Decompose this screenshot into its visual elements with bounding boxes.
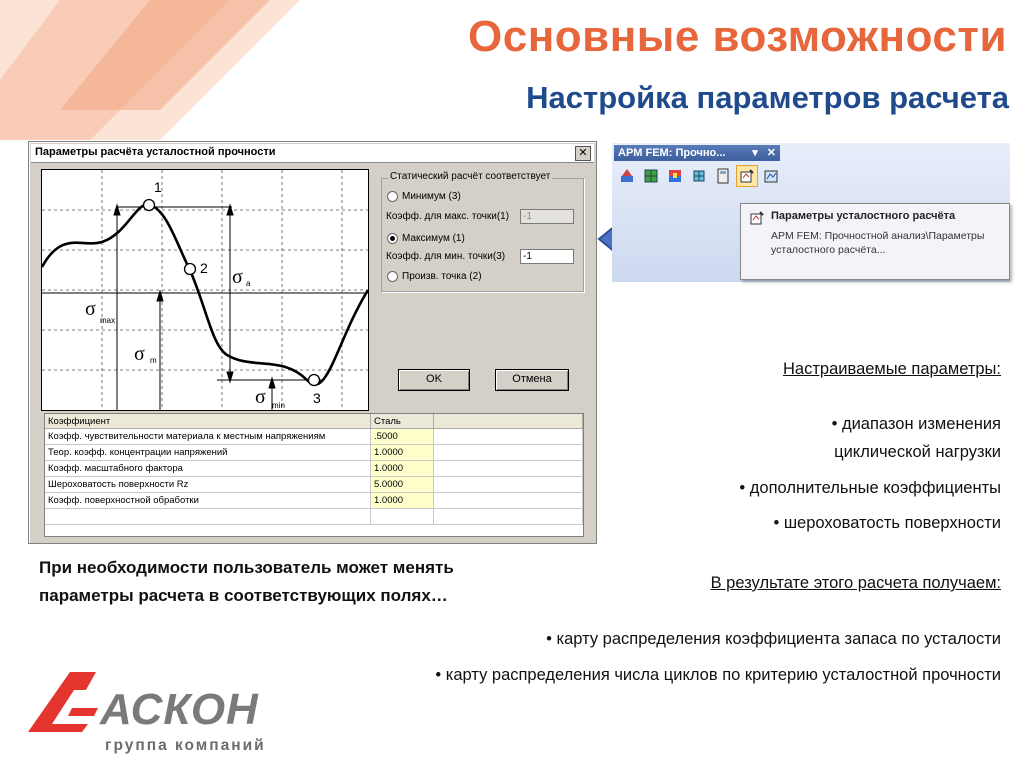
sigma-m-label: σ	[134, 343, 145, 365]
calculator-icon[interactable]	[712, 165, 734, 187]
sigma-a-label: σ	[232, 266, 243, 288]
dialog-titlebar	[31, 144, 594, 163]
radio-minimum-label: Минимум (3)	[402, 191, 461, 202]
grid-cell-empty	[434, 477, 583, 493]
grid-cell-value[interactable]: 1.0000	[371, 445, 434, 461]
cube-icon[interactable]	[688, 165, 710, 187]
panel-controls	[752, 145, 776, 161]
user-note	[39, 554, 454, 610]
tooltip-body: APM FEM: Прочностной анализ\Параметры усталостного расчёта...	[771, 230, 985, 256]
toolbar-icons	[616, 165, 782, 187]
fatigue-settings-dialog	[28, 141, 597, 544]
grid-cell-value[interactable]: .5000	[371, 429, 434, 445]
background-decoration	[0, 0, 320, 160]
sigma-a-sub: a	[246, 279, 251, 288]
result-safety-factor-text: карту распределения коэффициента запаса по усталости	[556, 630, 1001, 648]
min-point-coef-field[interactable]	[520, 249, 574, 264]
tooltip-title: Параметры усталостного расчёта	[771, 210, 956, 222]
table-row[interactable]	[45, 477, 583, 493]
point-1-label: 1	[154, 179, 162, 195]
logo-tagline: группа компаний	[105, 737, 266, 754]
grid-cell-name: Коэфф. чувствительности материала к местным напряжениям	[45, 429, 371, 445]
result-safety-factor	[546, 630, 1001, 649]
panel-title-bar	[614, 145, 780, 161]
point-1	[144, 200, 155, 211]
grid-cell-value[interactable]: 1.0000	[371, 493, 434, 509]
grid-header-steel: Сталь	[371, 414, 434, 429]
table-row[interactable]	[45, 445, 583, 461]
sigma-max-label: σ	[85, 298, 96, 320]
radio-maximum-label: Максимум (1)	[402, 233, 465, 244]
grid-cell-name: Шероховатость поверхности Rz	[45, 477, 371, 493]
dimension-arrows	[114, 205, 275, 410]
results-icon[interactable]	[664, 165, 686, 187]
radio-arbitrary[interactable]	[387, 271, 482, 282]
close-icon[interactable]: ✕	[575, 146, 591, 161]
radio-arbitrary-circle[interactable]	[387, 271, 398, 282]
fatigue-settings-icon	[749, 210, 765, 226]
table-row[interactable]	[45, 461, 583, 477]
cancel-button[interactable]: Отмена	[495, 369, 569, 391]
ok-button[interactable]: OK	[398, 369, 470, 391]
panel-title: APM FEM: Прочно...	[618, 147, 726, 159]
grid-cell-empty	[434, 461, 583, 477]
grid-cell-empty	[434, 493, 583, 509]
bullet-coefficients-text: дополнительные коэффициенты	[749, 479, 1001, 497]
slide-subtitle: Настройка параметров расчета	[526, 80, 1009, 115]
slide-title: Основные возможности	[468, 12, 1007, 61]
close-icon[interactable]: ✕	[766, 147, 776, 159]
max-point-coef-field[interactable]	[520, 209, 574, 224]
grid-header-empty	[434, 414, 583, 429]
bullet-range-line1	[832, 415, 1001, 434]
sigma-min-label: σ	[255, 386, 266, 408]
grid-header-row	[45, 414, 583, 429]
bullet-range-line2: циклической нагрузки	[834, 443, 1001, 461]
radio-minimum-circle[interactable]	[387, 191, 398, 202]
radio-maximum-circle[interactable]	[387, 233, 398, 244]
bullet-coefficients	[739, 479, 1001, 498]
bullet-char: •	[773, 514, 780, 532]
radio-minimum[interactable]	[387, 191, 461, 202]
grid-cell-name: Теор. коэфф. концентрации напряжений	[45, 445, 371, 461]
grid-cell-empty	[434, 445, 583, 461]
bullet-roughness-text: шероховатость поверхности	[783, 514, 1001, 532]
stress-plot-svg	[42, 170, 368, 410]
bullet-char: •	[435, 666, 442, 684]
coefficients-grid	[44, 413, 584, 537]
dialog-title: Параметры расчёта усталостной прочности	[35, 146, 276, 158]
static-calc-group	[381, 171, 584, 292]
user-note-line1: При необходимости пользователь может менять	[39, 558, 454, 577]
radio-arbitrary-label: Произв. точка (2)	[402, 271, 482, 282]
point-3	[309, 375, 320, 386]
point-2-label: 2	[200, 260, 208, 276]
field-min-label: Коэфф. для мин. точки(3)	[386, 251, 506, 262]
stress-cycle-plot	[41, 169, 369, 411]
configurable-params-title: Настраиваемые параметры:	[783, 360, 1001, 378]
fatigue-results-icon[interactable]	[760, 165, 782, 187]
radio-maximum[interactable]	[387, 233, 465, 244]
fatigue-settings-icon[interactable]	[736, 165, 758, 187]
grid-cell-value[interactable]: 1.0000	[371, 461, 434, 477]
tooltip-fatigue-settings	[740, 203, 1010, 280]
result-cycles	[435, 666, 1001, 685]
table-row[interactable]	[45, 493, 583, 509]
field-max-label: Коэфф. для макс. точки(1)	[386, 211, 510, 222]
result-cycles-text: карту распределения числа циклов по критерию усталостной прочности	[445, 666, 1001, 684]
grid-cell-name	[45, 509, 371, 525]
sigma-m-sub: m	[150, 356, 157, 365]
grid-cell-empty	[434, 509, 583, 525]
plot-grid	[42, 170, 368, 410]
sigma-max-sub: max	[100, 316, 116, 325]
load-curve	[42, 205, 368, 385]
ascon-logo	[28, 672, 288, 734]
group-title: Статический расчёт соответствует	[390, 171, 551, 182]
point-2	[185, 264, 196, 275]
sigma-min-sub: min	[272, 401, 285, 410]
bullet-roughness	[773, 514, 1001, 533]
mesh-icon[interactable]	[640, 165, 662, 187]
table-row[interactable]	[45, 509, 583, 525]
bullet-char: •	[546, 630, 552, 648]
logo-brand: АСКОН	[100, 685, 259, 734]
grid-cell-name: Коэфф. поверхностной обработки	[45, 493, 371, 509]
results-title: В результате этого расчета получаем:	[710, 574, 1001, 592]
bullet-char: •	[831, 415, 838, 433]
user-note-line2: параметры расчета в соответствующих полях…	[39, 586, 448, 605]
bullet-range-text: диапазон изменения	[841, 415, 1001, 433]
grid-cell-name: Коэфф. масштабного фактора	[45, 461, 371, 477]
dropdown-icon[interactable]: ▾	[752, 147, 758, 159]
table-row[interactable]	[45, 429, 583, 445]
grid-header-coef: Коэффициент	[45, 414, 371, 429]
grid-cell-value[interactable]	[371, 509, 434, 525]
point-3-label: 3	[313, 390, 321, 406]
fixture-icon[interactable]	[616, 165, 638, 187]
grid-cell-empty	[434, 429, 583, 445]
bullet-char: •	[739, 479, 746, 497]
grid-cell-value[interactable]: 5.0000	[371, 477, 434, 493]
